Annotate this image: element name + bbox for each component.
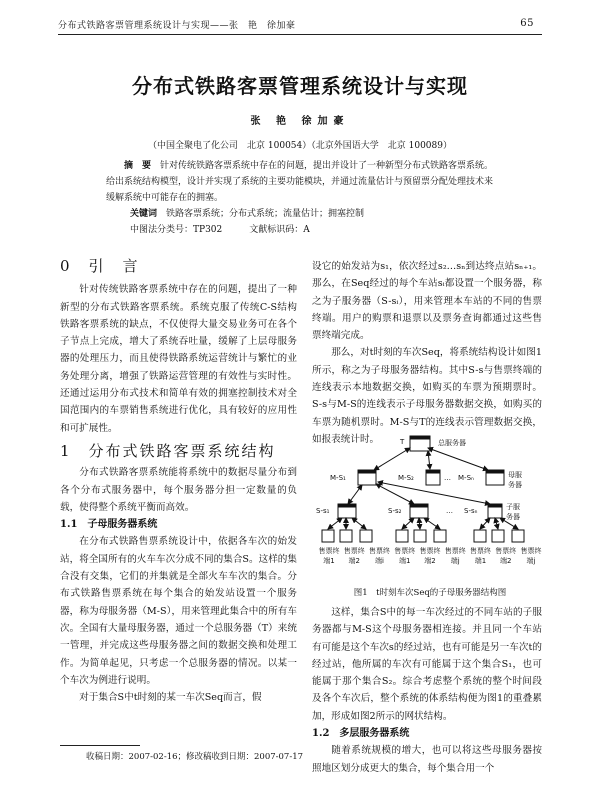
paper-title: 分布式铁路客票管理系统设计与实现	[132, 74, 468, 98]
right-column-top	[312, 258, 542, 448]
terminal-label: 售票终端j	[520, 547, 542, 565]
node-MS1: M-S₁	[330, 474, 346, 482]
abstract-text: 针对传统铁路客票系统中存在的问题，提出并设计了一种新型分布式铁路客票系统。给出系统结构模型，设计并实现了系统的主要功能模块，并通过流量估计与预留票分配处理技术来缓解系统中可能存在的拥塞。	[106, 161, 494, 203]
terminal-labels	[318, 546, 542, 566]
footnote-rule	[60, 745, 140, 746]
ellipsis-1: …	[444, 474, 451, 482]
terminal-label: 售票终端1	[394, 547, 416, 565]
clc-label: 中图法分类号：	[130, 225, 194, 235]
abstract-label: 摘 要	[124, 161, 152, 171]
node-MS2: M-S₂	[398, 474, 414, 482]
figure-1-diagram	[318, 432, 542, 586]
section-1-heading: 1 分布式铁路客票系统结构	[60, 441, 276, 460]
terminal-label: 售票终端j	[444, 547, 466, 565]
keywords-block	[130, 206, 364, 238]
terminal-label: 售票终端1	[470, 547, 491, 565]
right-paragraph-3: 这样，集合S中的每一车次经过的不同车站的子服务器都与M-S这个母服务器相连接。并且同一个车站有可能是这个车次s的经过站，也有可能是另一车次t的经过站，他所属的车次有可能属于这个集合S₁，也可能属于那个集合S₂。综合考虑整个系统的整个时间段及各个车次后，整个系统的体系结构便为图1的重叠累加，形成如图2所示的网状结构。	[312, 607, 542, 722]
section-1-2-paragraph: 随着系统规模的增大，也可以将这些母服务器按照地区划分成更大的集合，每个集合用一个	[312, 745, 542, 774]
node-T-label: 总服务器	[438, 439, 466, 447]
running-head	[58, 18, 542, 35]
ellipsis-2: …	[446, 507, 453, 515]
section-0-heading: 0 引 言	[60, 257, 140, 275]
figure-1-caption: 图1 t时刻车次Seq的子母服务器结构图	[353, 588, 507, 598]
mother-server-label: 母服务器	[508, 471, 522, 489]
section-1-1-paragraph-1: 在分布式铁路售票系统设计中，依据各车次的始发站，将全国所有的火车车次分成不同的集合S。这样的集合没有交集，它们的并集就是全部火车车次的集合。分布式铁路售票系统在每个集合的始发站设置一个服务器，称为母服务器（M-S），用来管理此集合中的所有车次。全国有大量母服务器，通过一个总服务器（T）来统一管理，并完成这些母服务器之间的数据交换和处理工作。为简单起见，只考虑一个总服务器的情况。以某一个车次为例进行说明。	[60, 536, 297, 686]
section-1-paragraph: 分布式铁路客票系统能将系统中的数据尽量分布到各个分布式服务器中，每个服务器分担一定数量的负载，使得整个系统平衡而高效。	[60, 467, 297, 513]
page-number: 65	[520, 18, 534, 29]
abstract	[106, 158, 498, 206]
node-T: T	[400, 438, 405, 446]
authors: 张 艳 徐加豪	[250, 116, 350, 127]
keywords-label: 关键词	[130, 209, 158, 219]
section-0-paragraph: 针对传统铁路客票系统中存在的问题，提出了一种新型的分布式铁路客票系统。系统克服了传统C-S结构铁路客票系统的缺点，不仅使得大量交易业务可在各个子节点上完成，增大了系统吞吐量，缓解了上层母服务器的处理压力，而且使得铁路系统运营统计与繁忙的业务处理分离，增强了铁路运营管理的有效性与实时性。还通过运用分布式技术和简单有效的拥塞控制技术对全国范围内的车票销售系统进行优化，具有较好的应用性和可扩展性。	[60, 284, 297, 434]
right-column-bottom	[312, 604, 542, 777]
left-column	[60, 258, 297, 706]
node-Ssn: S-sₙ	[464, 507, 478, 515]
node-Ss1: S-s₁	[316, 507, 330, 515]
child-server-label: 子服务器	[506, 503, 520, 521]
terminal-label: 售票终端1	[318, 547, 340, 565]
section-1-2-heading: 1.2 多层服务器系统	[312, 728, 410, 740]
section-1-1-paragraph-2: 对于集合S中t时刻的某一车次Seq而言，假	[79, 692, 262, 704]
terminal-label: 售票终端i	[369, 547, 390, 565]
doc-code-label: 文献标识码：	[249, 225, 304, 235]
keywords: 铁路客票系统；分布式系统；流量估计；拥塞控制	[166, 209, 365, 219]
section-1-1-heading: 1.1 子母服务器系统	[60, 519, 158, 531]
footnote-dates: 收稿日期：2007-02-16；修改稿收到日期：2007-07-17	[86, 752, 304, 762]
terminal-label: 售票终端2	[343, 547, 365, 565]
doc-code: A	[303, 225, 310, 235]
affiliations: （中国全聚电了化公司 北京 100054）（北京外国语大学 北京 100089）	[148, 141, 452, 151]
right-paragraph-1: 设它的始发站为s₁，依次经过s₂…sₙ到达终点站sₙ₊₁。那么，在Seq经过的每个车站sᵢ都设置一个服务器，称之为子服务器（S-sᵢ），用来管理本车站的不同的售票终端。用户的购票和退票以及票务查询都通过这些售票终端完成。	[312, 261, 542, 342]
node-Ss2: S-s₂	[388, 507, 402, 515]
running-head-text: 分布式铁路客票管理系统设计与实现——张 艳 徐加豪	[58, 21, 296, 31]
node-MSn: M-Sₙ	[458, 474, 474, 482]
terminal-label: 售票终端2	[495, 547, 517, 565]
right-paragraph-2: 那么，对t时刻的车次Seq，将系统结构设计如图1所示，称之为子母服务器结构。其中S-s与售票终端的连线表示本地数据交换，如购买的车票为预期票时。S-s与M-S的连线表示子母服务器数据交换，如购买的车票为随机票时。M-S与T的连线表示管理数据交换，如报表统计时。	[312, 347, 542, 445]
terminal-label: 售票终端2	[419, 547, 441, 565]
clc-code: TP302	[193, 225, 223, 235]
